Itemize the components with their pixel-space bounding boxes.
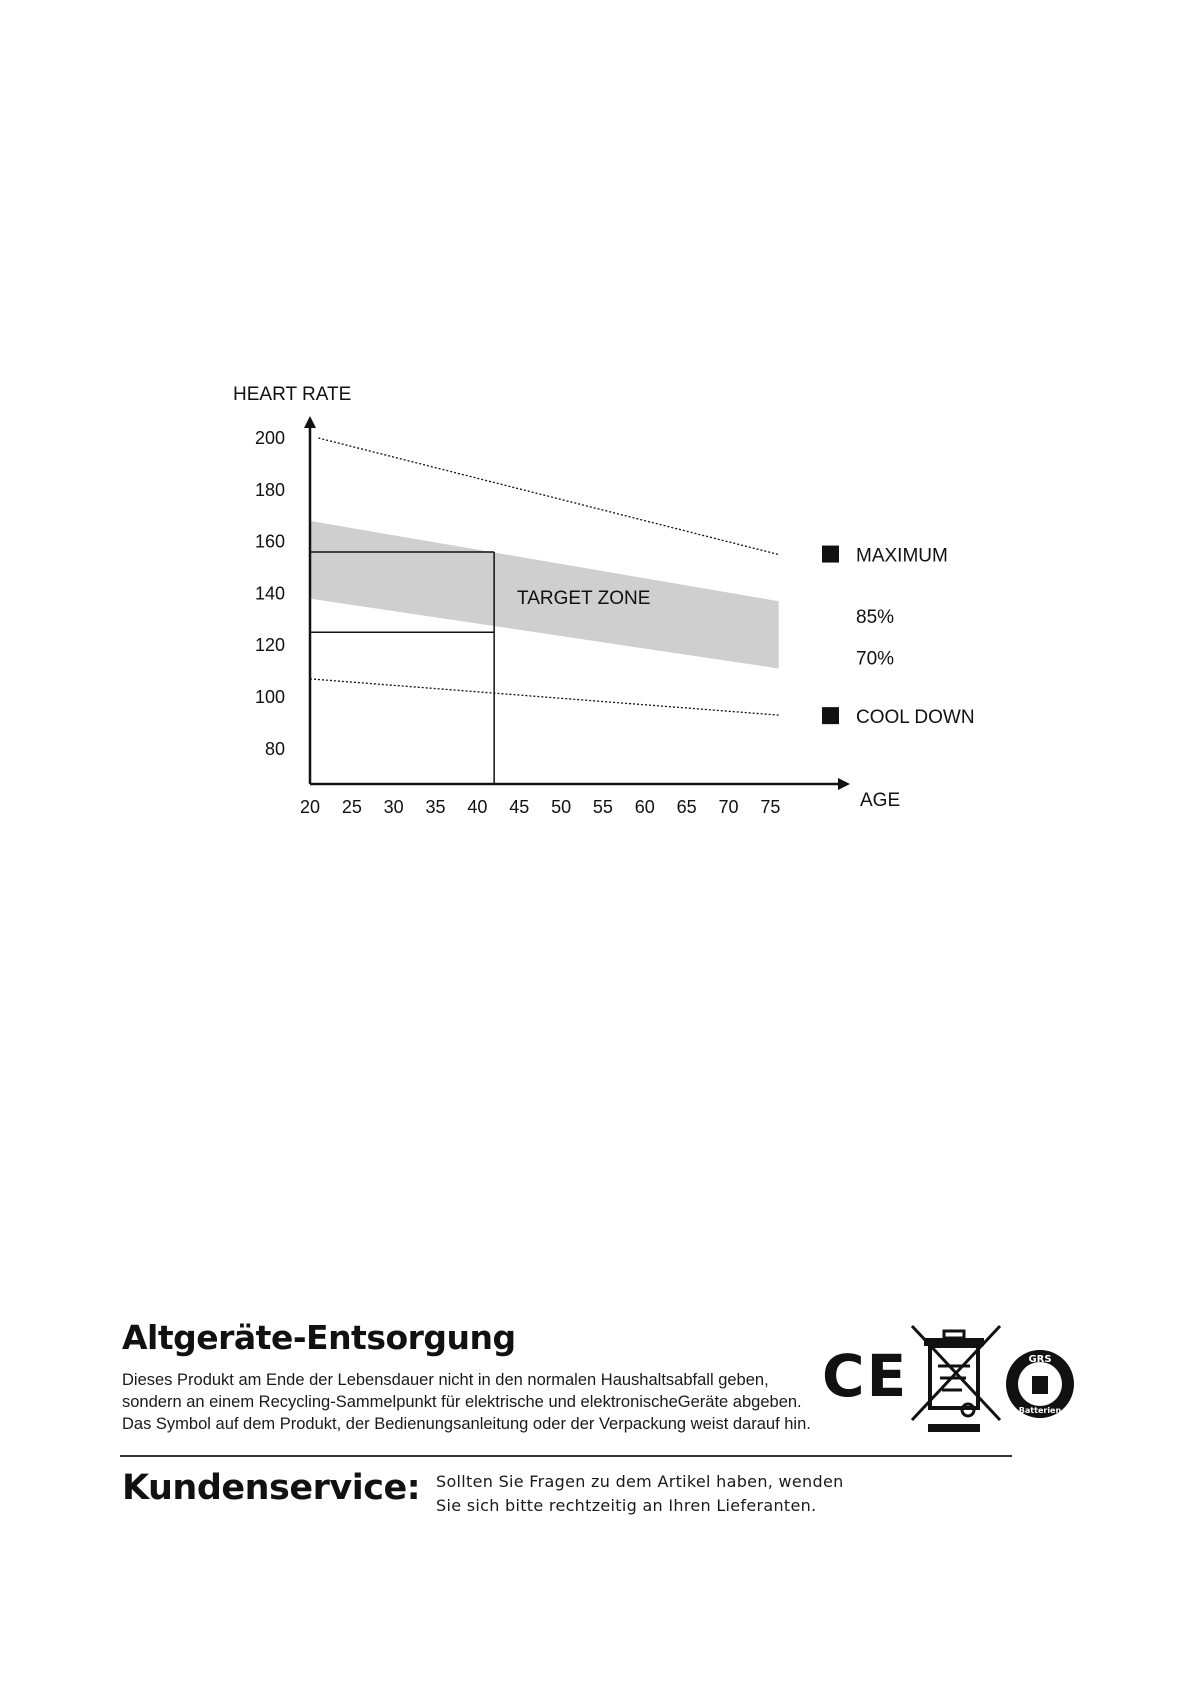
x-tick-label: 25 bbox=[341, 797, 362, 817]
x-tick-label: 45 bbox=[509, 797, 530, 817]
cool-down-marker-icon bbox=[822, 707, 839, 724]
y-tick-label: 180 bbox=[254, 479, 285, 500]
crossed-bin-icon bbox=[912, 1326, 1000, 1432]
disposal-title: Altgeräte-Entsorgung bbox=[122, 1318, 516, 1357]
svg-text:GRS: GRS bbox=[1028, 1354, 1052, 1365]
x-tick-label: 55 bbox=[592, 797, 613, 817]
disposal-line: sondern an einem Recycling-Sammelpunkt für elektrische und elektronischeGeräte abgeben. bbox=[122, 1393, 802, 1411]
disposal-line: Dieses Produkt am Ende der Lebensdauer nicht in den normalen Haushaltsabfall geben, bbox=[122, 1371, 769, 1389]
x-tick-label: 75 bbox=[760, 797, 781, 817]
compliance-symbols-svg bbox=[820, 1320, 1080, 1440]
x-tick-label: 60 bbox=[634, 797, 655, 817]
svg-text:CE: CE bbox=[822, 1342, 909, 1410]
y-axis-title: HEART RATE bbox=[233, 384, 352, 405]
pct70-label: 70% bbox=[856, 648, 895, 670]
compliance-symbols bbox=[820, 1320, 1080, 1440]
ce-mark-icon bbox=[822, 1342, 908, 1410]
series-line-cool-down bbox=[310, 679, 779, 715]
disposal-line: Das Symbol auf dem Produkt, der Bedienungsanleitung oder der Verpackung weist darauf hin. bbox=[122, 1415, 811, 1433]
y-tick-label: 200 bbox=[254, 428, 285, 448]
y-tick-label: 160 bbox=[254, 531, 285, 552]
svg-text:Batterien: Batterien bbox=[1018, 1406, 1062, 1415]
grs-batterien-icon bbox=[1006, 1350, 1074, 1418]
service-line: Sollten Sie Fragen zu dem Artikel haben, wenden bbox=[436, 1472, 844, 1491]
service-text bbox=[436, 1470, 844, 1518]
pct85-label: 85% bbox=[856, 607, 895, 629]
x-tick-label: 70 bbox=[718, 797, 739, 817]
disposal-text bbox=[122, 1369, 842, 1435]
x-tick-label: 65 bbox=[676, 797, 697, 817]
service-line: Sie sich bitte rechtzeitig an Ihren Lieferanten. bbox=[436, 1496, 817, 1515]
y-tick-label: 80 bbox=[264, 738, 285, 759]
x-tick-label: 50 bbox=[551, 797, 572, 817]
x-tick-label: 35 bbox=[425, 797, 446, 817]
x-tick-label: 40 bbox=[467, 797, 488, 817]
x-tick-label: 20 bbox=[299, 797, 321, 817]
maximum-marker-icon bbox=[822, 546, 839, 563]
y-tick-label: 100 bbox=[254, 687, 285, 707]
section-divider bbox=[120, 1455, 1012, 1457]
y-tick-label: 120 bbox=[254, 635, 285, 656]
service-title: Kundenservice: bbox=[122, 1468, 421, 1508]
y-tick-label: 140 bbox=[254, 583, 285, 604]
x-axis-title: AGE bbox=[860, 790, 901, 811]
target-zone-label: TARGET ZONE bbox=[517, 588, 651, 609]
x-tick-label: 30 bbox=[383, 797, 404, 817]
cool-down-label: COOL DOWN bbox=[856, 707, 975, 729]
maximum-label: MAXIMUM bbox=[856, 545, 948, 567]
